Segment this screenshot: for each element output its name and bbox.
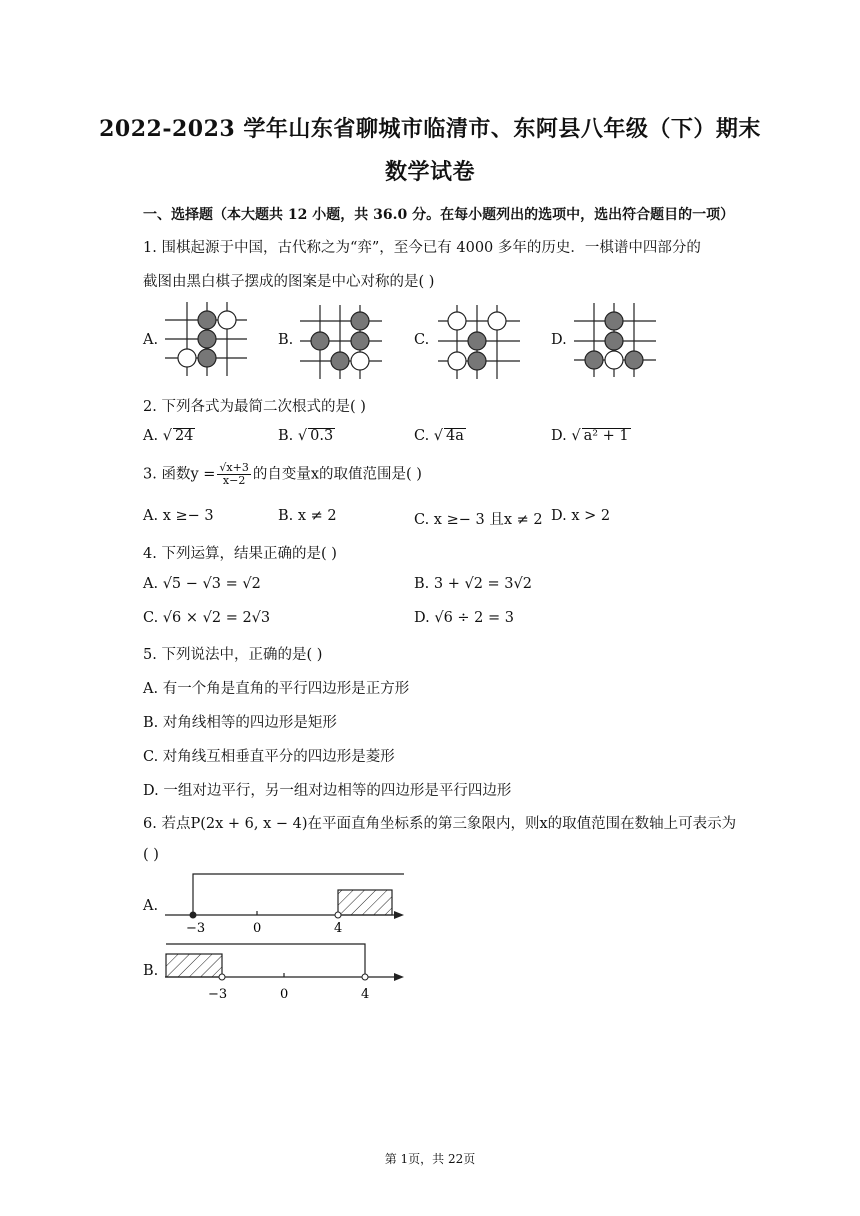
black-stone [468,352,486,370]
q2-option-d: D. √ a² + 1 [551,428,629,444]
q3-stem: 3. 函数y = $\frac{√x+3}{x-2}$ 的自变量x的取值范围是( ) [143,461,422,488]
black-stone [311,332,329,350]
q1-option-d-label: D. [551,332,567,348]
solid-point [190,912,196,918]
white-stone [178,349,196,367]
q5-option-c: C. 对角线互相垂直平分的四边形是菱形 [143,749,395,765]
q6-option-a-number-line [160,868,410,938]
hatched-region [166,954,222,977]
open-point [219,974,225,980]
tick-label: −3 [186,921,206,936]
tick-label: 0 [280,987,289,1002]
q1-option-a-label: A. [143,332,159,348]
q6-stem-line2: ( ) [143,847,159,863]
page-footer: 第 1页，共 22页 [384,1152,476,1166]
white-stone [605,351,623,369]
q3-option-c: C. x ≥− 3 且x ≠ 2 [414,512,543,528]
q3-option-a: A. x ≥− 3 [143,508,214,524]
q5-option-a: A. 有一个角是直角的平行四边形是正方形 [143,681,410,697]
black-stone [198,349,216,367]
q2-option-c: C. √ 4a [414,428,464,444]
q4-option-c: C. √6 × √2 = 2√3 [143,610,271,626]
open-point [362,974,368,980]
q1-option-a-go-board [163,300,249,378]
section-heading: 一、选择题（本大题共 12 小题，共 36.0 分。在每小题列出的选项中，选出符合题目的一项） [143,207,735,223]
q2-option-b: B. √ 0.3 [278,428,334,444]
q4-option-b: B. 3 + √2 = 3√2 [414,576,532,592]
q4-option-d: D. √6 ÷ 2 = 3 [414,610,514,626]
q2-option-a: A. √ 24 [143,428,194,444]
black-stone [351,332,369,350]
q1-option-c-go-board [436,303,522,381]
q3-option-b: B. x ≠ 2 [278,508,337,524]
paper-title-line2: 数学试卷 [384,159,475,185]
black-stone [351,312,369,330]
black-stone [468,332,486,350]
q1-option-d-go-board [572,301,658,379]
white-stone [448,312,466,330]
axis-arrow [394,973,404,981]
axis-arrow [394,911,404,919]
white-stone [448,352,466,370]
q6-option-b-label: B. [143,963,159,979]
q1-option-c-label: C. [414,332,430,348]
q1-stem-line2: 截图由黑白棋子摆成的图案是中心对称的是( ) [143,274,435,290]
q1-option-b-go-board [298,303,384,381]
black-stone [585,351,603,369]
q1-option-b-label: B. [278,332,294,348]
black-stone [625,351,643,369]
q4-option-a: A. √5 − √3 = √2 [143,576,261,592]
q5-option-b: B. 对角线相等的四边形是矩形 [143,715,337,731]
white-stone [218,311,236,329]
tick-label: 4 [334,921,343,936]
black-stone [331,352,349,370]
black-stone [605,332,623,350]
q3-option-d: D. x > 2 [551,508,611,524]
hatched-region [338,890,392,915]
paper-title-line1: 2022-2023 学年山东省聊城市临清市、东阿县八年级（下）期末 [99,116,761,142]
white-stone [351,352,369,370]
tick-label: 4 [361,987,370,1002]
q6-option-a-label: A. [143,898,159,914]
q2-stem: 2. 下列各式为最简二次根式的是( ) [143,399,366,415]
q4-stem: 4. 下列运算，结果正确的是( ) [143,546,337,562]
q5-option-d: D. 一组对边平行，另一组对边相等的四边形是平行四边形 [143,783,512,799]
black-stone [198,311,216,329]
q5-stem: 5. 下列说法中，正确的是( ) [143,647,323,663]
black-stone [198,330,216,348]
q6-option-b-number-line [160,938,410,1008]
tick-label: 0 [253,921,262,936]
q1-stem-line1: 1. 围棋起源于中国，古代称之为“弈”，至今已有 4000 多年的历史．一棋谱中四部分的 [143,240,701,256]
black-stone [605,312,623,330]
tick-label: −3 [208,987,228,1002]
q6-stem-line1: 6. 若点P(2x + 6, x − 4)在平面直角坐标系的第三象限内，则x的取值范围在数轴上可表示为 [143,816,737,832]
open-point [335,912,341,918]
white-stone [488,312,506,330]
